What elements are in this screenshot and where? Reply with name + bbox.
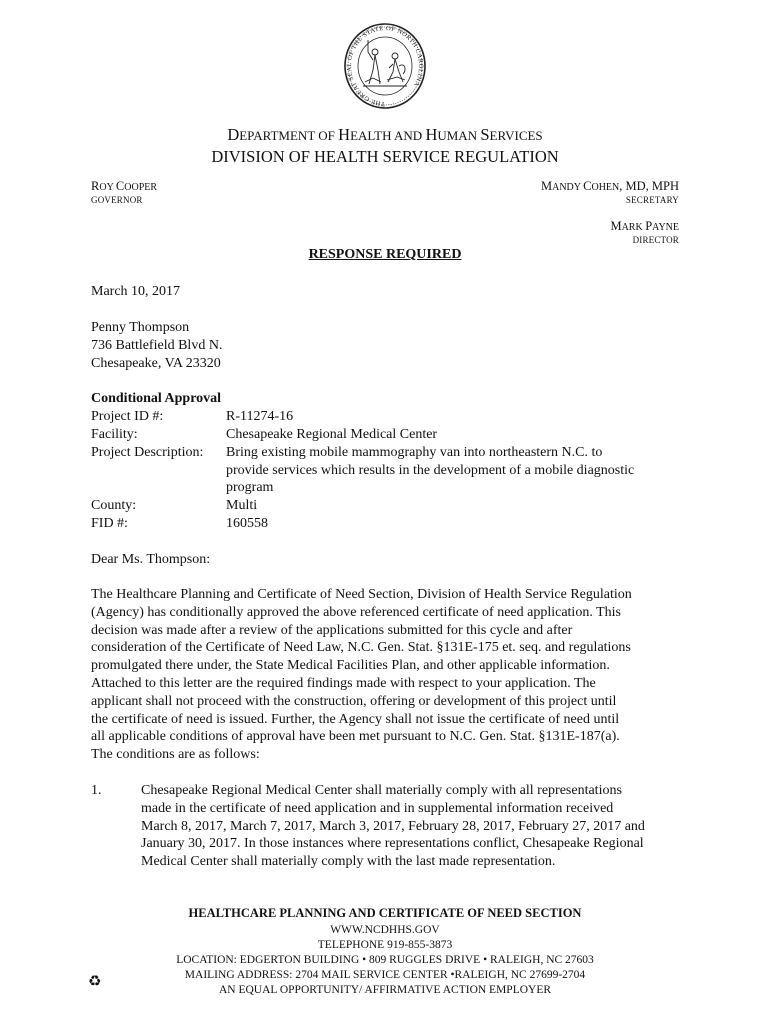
project-description-label: Project Description: bbox=[91, 445, 204, 460]
condition-line: Chesapeake Regional Medical Center shall materially comply with all representations bbox=[141, 783, 622, 798]
project-id-value: R-11274-16 bbox=[226, 409, 294, 424]
recipient-address-line2: Chesapeake, VA 23320 bbox=[91, 356, 221, 371]
facility-label: Facility: bbox=[91, 427, 138, 442]
letter-date: March 10, 2017 bbox=[91, 284, 181, 299]
recipient-name: Penny Thompson bbox=[91, 320, 190, 335]
footer-website: WWW.NCDHHS.GOV bbox=[330, 924, 440, 936]
fid-label: FID #: bbox=[91, 516, 128, 531]
governor-title: GOVERNOR bbox=[91, 195, 143, 205]
condition-line: March 8, 2017, March 7, 2017, March 3, 2017, February 28, 2017, February 27, 2017 and bbox=[141, 818, 645, 834]
facility-value: Chesapeake Regional Medical Center bbox=[226, 427, 438, 442]
county-value: Multi bbox=[226, 498, 258, 513]
paragraph-line: decision was made after a review of the applications submitted for this cycle and after bbox=[91, 622, 573, 638]
paragraph-line: consideration of the Certificate of Need Law, N.C. Gen. Stat. §131E-175 et. seq. and regulations bbox=[91, 640, 631, 656]
paragraph-line: The conditions are as follows: bbox=[91, 747, 260, 763]
salutation: Dear Ms. Thompson: bbox=[91, 552, 211, 567]
project-id-label: Project ID #: bbox=[91, 409, 164, 424]
approval-heading: Conditional Approval bbox=[91, 391, 222, 406]
project-description-line: program bbox=[226, 480, 274, 495]
secretary-name: MANDY COHEN, MD, MPH bbox=[540, 179, 679, 193]
governor-name: ROY COOPER bbox=[91, 179, 158, 193]
county-label: County: bbox=[91, 498, 137, 513]
footer-eeo-statement: AN EQUAL OPPORTUNITY/ AFFIRMATIVE ACTION EMPLOYER bbox=[218, 984, 552, 996]
footer-location: LOCATION: EDGERTON BUILDING • 809 RUGGLES DRIVE • RALEIGH, NC 27603 bbox=[176, 954, 594, 966]
condition-line: January 30, 2017. In those instances where representations conflict, Chesapeake Regional bbox=[141, 836, 644, 852]
condition-number: 1. bbox=[91, 783, 102, 798]
paragraph-line: Attached to this letter are the required findings made with respect to your application. The bbox=[91, 675, 596, 691]
division-name: DIVISION OF HEALTH SERVICE REGULATION bbox=[211, 147, 559, 166]
state-seal-logo bbox=[343, 22, 427, 110]
condition-line: Medical Center shall materially comply with the last made representation. bbox=[141, 854, 556, 870]
director-title: DIRECTOR bbox=[632, 235, 679, 245]
paragraph-line: The Healthcare Planning and Certificate of Need Section, Division of Health Service Regulation bbox=[91, 587, 632, 602]
body-paragraph bbox=[91, 586, 691, 764]
condition-line: made in the certificate of need application and in supplemental information received bbox=[141, 800, 614, 816]
paragraph-line: (Agency) has conditionally approved the above referenced certificate of need application. This bbox=[91, 604, 621, 620]
paragraph-line: all applicable conditions of approval have been met pursuant to N.C. Gen. Stat. §131E-187(a). bbox=[91, 729, 620, 745]
footer-mailing-address: MAILING ADDRESS: 2704 MAIL SERVICE CENTER •RALEIGH, NC 27699-2704 bbox=[184, 969, 586, 981]
paragraph-line: applicant shall not proceed with the construction, offering or development of this project until bbox=[91, 693, 617, 709]
department-name: DEPARTMENT OF HEALTH AND HUMAN SERVICES bbox=[227, 125, 543, 144]
secretary-title: SECRETARY bbox=[625, 195, 679, 205]
recipient-address-line1: 736 Battlefield Blvd N. bbox=[91, 338, 223, 353]
footer-section-title: HEALTHCARE PLANNING AND CERTIFICATE OF NEED SECTION bbox=[188, 906, 582, 920]
project-description-line: Bring existing mobile mammography van into northeastern N.C. to bbox=[226, 445, 603, 460]
response-required-heading: RESPONSE REQUIRED bbox=[308, 247, 462, 262]
fid-value: 160558 bbox=[226, 516, 268, 531]
project-description-line: provide services which results in the development of a mobile diagnostic bbox=[226, 463, 635, 478]
director-name: MARK PAYNE bbox=[610, 219, 679, 233]
recycle-icon: ♻ bbox=[88, 972, 102, 990]
footer-telephone: TELEPHONE 919-855-3873 bbox=[317, 939, 453, 951]
paragraph-line: promulgated there under, the State Medical Facilities Plan, and other applicable information. bbox=[91, 658, 610, 674]
condition-text bbox=[141, 782, 681, 871]
seal-ring-text: THE GREAT SEAL OF THE STATE OF NORTH CAROLINA bbox=[345, 24, 425, 108]
paragraph-line: the certificate of need is issued. Further, the Agency shall not issue the certificate of need until bbox=[91, 711, 620, 727]
